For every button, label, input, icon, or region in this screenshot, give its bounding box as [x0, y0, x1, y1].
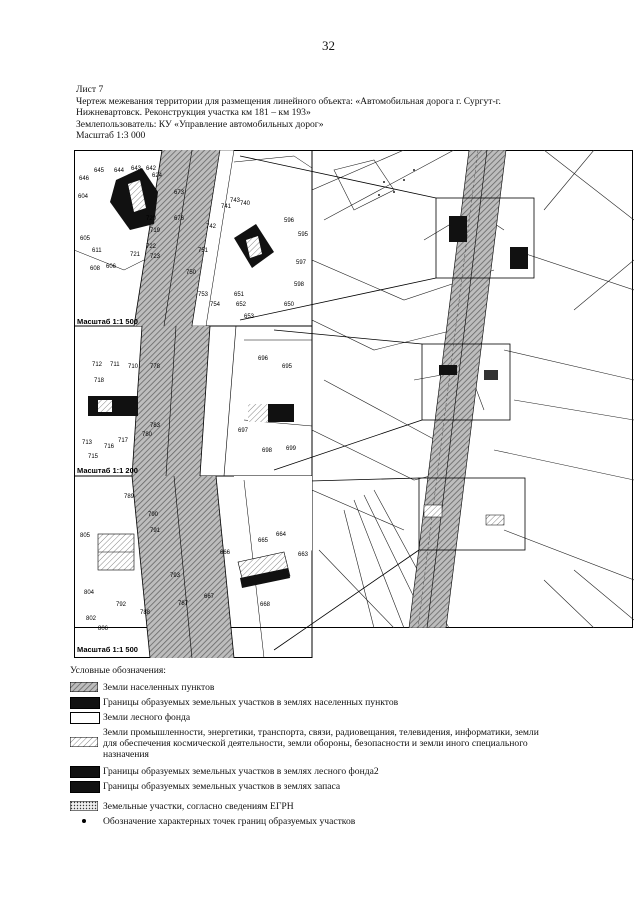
svg-text:608: 608	[90, 266, 101, 272]
light-hatch-swatch-icon	[70, 737, 98, 747]
svg-text:793: 793	[170, 573, 181, 579]
svg-text:663: 663	[298, 552, 309, 558]
svg-text:740: 740	[240, 201, 251, 207]
svg-text:802: 802	[86, 616, 97, 622]
legend-title: Условные обозначения:	[70, 665, 166, 676]
svg-text:789: 789	[124, 494, 135, 500]
scale-line: Масштаб 1:3 000	[76, 130, 146, 141]
svg-text:778: 778	[150, 364, 161, 370]
svg-text:790: 790	[148, 512, 159, 518]
svg-text:806: 806	[98, 626, 109, 632]
svg-text:605: 605	[80, 236, 91, 242]
svg-text:598: 598	[294, 282, 305, 288]
svg-text:665: 665	[258, 538, 269, 544]
svg-text:611: 611	[92, 248, 102, 254]
svg-text:673: 673	[174, 190, 185, 196]
svg-text:718: 718	[94, 378, 105, 384]
svg-text:791: 791	[150, 528, 161, 534]
svg-text:645: 645	[94, 168, 105, 174]
svg-text:604: 604	[78, 194, 89, 200]
land-user-line: Землепользователь: КУ «Управление автомобильных дорог»	[76, 118, 324, 130]
svg-text:642: 642	[146, 166, 157, 172]
svg-text:753: 753	[198, 292, 209, 298]
white-swatch-icon	[70, 712, 100, 724]
svg-text:720: 720	[146, 216, 157, 222]
point-marker-icon	[82, 819, 86, 823]
svg-text:750: 750	[186, 270, 197, 276]
svg-text:710: 710	[128, 364, 139, 370]
svg-text:643: 643	[131, 166, 142, 172]
svg-text:676: 676	[174, 216, 185, 222]
svg-text:698: 698	[262, 448, 273, 454]
inset-3-scale: Масштаб 1:1 500	[77, 645, 138, 654]
black-swatch-icon	[70, 766, 100, 778]
svg-text:792: 792	[116, 602, 127, 608]
svg-text:754: 754	[210, 302, 221, 308]
svg-text:597: 597	[296, 260, 307, 266]
inset-1-scale: Масштаб 1:1 500	[77, 317, 138, 326]
svg-text:653: 653	[244, 314, 255, 320]
svg-text:697: 697	[238, 428, 249, 434]
svg-text:804: 804	[84, 590, 95, 596]
svg-text:651: 651	[234, 292, 245, 298]
svg-text:783: 783	[150, 423, 161, 429]
svg-text:717: 717	[118, 438, 129, 444]
svg-text:721: 721	[130, 252, 141, 258]
document-header	[76, 84, 576, 142]
svg-text:787: 787	[178, 601, 189, 607]
title-line-1: Чертеж межевания территории для размещения линейного объекта: «Автомобильная дорога г. Сургут-г.	[76, 95, 501, 107]
svg-text:741: 741	[221, 204, 232, 210]
svg-text:780: 780	[142, 432, 153, 438]
svg-text:716: 716	[104, 444, 115, 450]
svg-text:652: 652	[236, 302, 247, 308]
svg-text:751: 751	[198, 248, 209, 254]
svg-text:668: 668	[260, 602, 271, 608]
svg-text:788: 788	[140, 610, 151, 616]
svg-text:606: 606	[106, 264, 117, 270]
inset-2-scale: Масштаб 1:1 200	[77, 466, 138, 475]
black-swatch-icon	[70, 697, 100, 709]
svg-text:713: 713	[82, 440, 93, 446]
svg-text:650: 650	[284, 302, 295, 308]
svg-text:711: 711	[110, 362, 120, 368]
svg-text:719: 719	[150, 228, 161, 234]
title-line-2: Нижневартовск. Реконструкция участка км 181 – км 193»	[76, 107, 311, 118]
dots-swatch-icon	[70, 801, 98, 811]
svg-text:595: 595	[298, 232, 309, 238]
svg-text:596: 596	[284, 218, 295, 224]
boundary-map	[74, 150, 634, 658]
legend-item: Земли промышленности, энергетики, транспорта, связи, радиовещания, телевидения, информатики, земли для обеспечения космической деятельности, земли обороны, безопасности и земли иного специального назначения	[70, 727, 590, 763]
svg-text:699: 699	[286, 446, 297, 452]
svg-text:666: 666	[220, 550, 231, 556]
svg-text:712: 712	[92, 362, 103, 368]
svg-text:743: 743	[230, 198, 241, 204]
svg-text:696: 696	[258, 356, 269, 362]
svg-text:646: 646	[79, 176, 90, 182]
black-swatch-icon	[70, 781, 100, 793]
svg-text:805: 805	[80, 533, 91, 539]
hatch-swatch-icon	[70, 682, 98, 692]
svg-text:624: 624	[152, 173, 163, 179]
svg-text:695: 695	[282, 364, 293, 370]
svg-text:667: 667	[204, 594, 215, 600]
svg-text:715: 715	[88, 454, 99, 460]
page-number: 32	[322, 38, 335, 53]
svg-text:723: 723	[150, 254, 161, 260]
sheet-label: Лист 7	[76, 84, 104, 95]
svg-text:664: 664	[276, 532, 287, 538]
svg-text:722: 722	[146, 244, 157, 250]
svg-text:742: 742	[206, 224, 217, 230]
svg-text:644: 644	[114, 168, 125, 174]
